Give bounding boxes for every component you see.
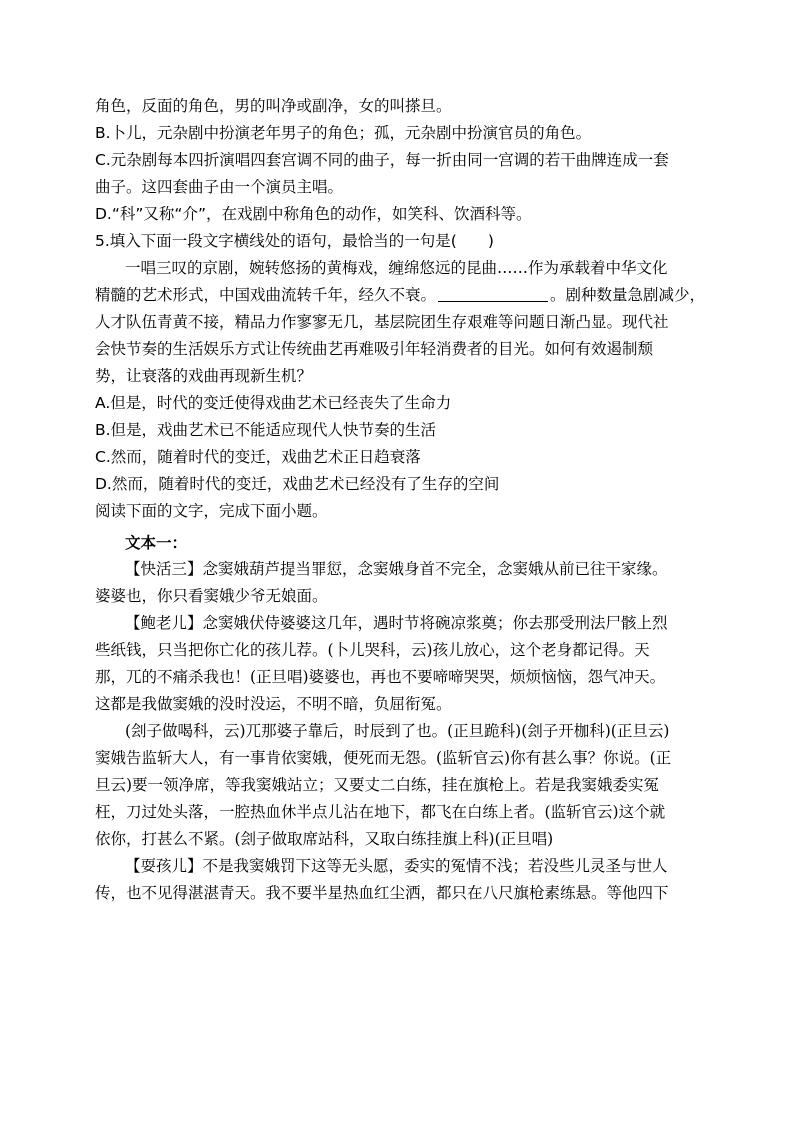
q5-passage-line [95,282,715,309]
q5-stem: 5.填入下面一段文字横线处的语句，最恰当的一句是( ) [95,232,494,250]
text1-title: 文本一： [125,533,188,552]
q5-passage-text: 。剧种数量急剧减少， [550,286,706,304]
q5-option-d: D.然而，随着时代的变迁，戏曲艺术已经没有了生存的空间 [95,475,500,493]
q4-option-b: B.卜儿，元杂剧中扮演老年男子的角色；孤，元杂剧中扮演官员的角色。 [95,124,592,142]
text1-line: 【快活三】念窦娥葫芦提当罪愆，念窦娥身首不完全，念窦娥从前已往干家缘。 [125,560,668,578]
text1-line: 这都是我做窦娥的没时没运，不明不暗，负屈衔冤。 [95,695,452,713]
q5-passage-line: 人才队伍青黄不接，精品力作寥寥无几，基层院团生存艰难等问题日渐凸显。现代社 [95,313,669,331]
q5-option-a: A.但是，时代的变迁使得戏曲艺术已经丧失了生命力 [95,394,452,412]
text1-line: 【耍孩儿】不是我窦娥罚下这等无头愿，委实的冤情不浅；若没些儿灵圣与世人 [125,857,668,875]
answer-blank [438,287,548,302]
document-body [95,93,715,907]
q5-passage-text: 精髓的艺术形式，中国戏曲流转千年，经久不衰。 [95,286,437,304]
text1-line: 枉，刀过处头落，一腔热血休半点儿沾在地下，都飞在白练上者。(监斩官云)这个就 [95,803,666,821]
q5-option-c: C.然而，随着时代的变迁，戏曲艺术正日趋衰落 [95,448,421,466]
text1-line: 传，也不见得湛湛青天。我不要半星热血红尘洒，都只在八尺旗枪素练悬。等他四下 [95,884,669,902]
text1-line: (刽子做喝科，云)兀那婆子靠后，时辰到了也。(正旦跪科)(刽子开枷科)(正旦云) [125,722,670,740]
q5-passage-line: 会快节奏的生活娱乐方式让传统曲艺再难吸引年轻消费者的目光。如何有效遏制颓 [95,340,654,358]
text1-line: 【鲍老儿】念窦娥伏侍婆婆这几年，遇时节将碗凉浆奠；你去那受刑法尸骸上烈 [125,614,668,632]
text1-line: 依你，打甚么不紧。(刽子做取席站科，又取白练挂旗上科)(正旦唱) [95,830,554,848]
q4-option-d: D.“科”又称“介”，在戏剧中称角色的动作，如笑科、饮酒科等。 [95,205,532,223]
q4-option-a-tail: 角色，反面的角色，男的叫净或副净，女的叫搽旦。 [95,97,452,115]
text1-line: 些纸钱，只当把你亡化的孩儿荐。(卜儿哭科，云)孩儿放心，这个老身都记得。天 [95,641,650,659]
text1-line: 那，兀的不痛杀我也！(正旦唱)婆婆也，再也不要啼啼哭哭，烦烦恼恼，怨气冲天。 [95,668,666,686]
q5-passage-line: 势，让衰落的戏曲再现新生机？ [95,367,313,385]
q4-option-c-line2: 曲子。这四套曲子由一个演员主唱。 [95,178,344,196]
text1-line: 旦云)要一领净席，等我窦娥站立；又要丈二白练，挂在旗枪上。若是我窦娥委实冤 [95,776,660,794]
text1-line: 婆婆也，你只看窦娥少爷无娘面。 [95,587,328,605]
q4-option-c-line1: C.元杂剧每本四折演唱四套宫调不同的曲子，每一折由同一宫调的若干曲牌连成一套 [95,151,669,169]
q5-passage-line: 一唱三叹的京剧，婉转悠扬的黄梅戏，缠绵悠远的昆曲……作为承载着中华文化 [125,259,668,277]
text1-line: 窦娥告监斩大人，有一事肯依窦娥，便死而无怨。(监斩官云)你有甚么事？你说。(正 [95,749,672,767]
q5-option-b: B.但是，戏曲艺术已不能适应现代人快节奏的生活 [95,421,437,439]
reading-instruction: 阅读下面的文字，完成下面小题。 [95,502,328,520]
